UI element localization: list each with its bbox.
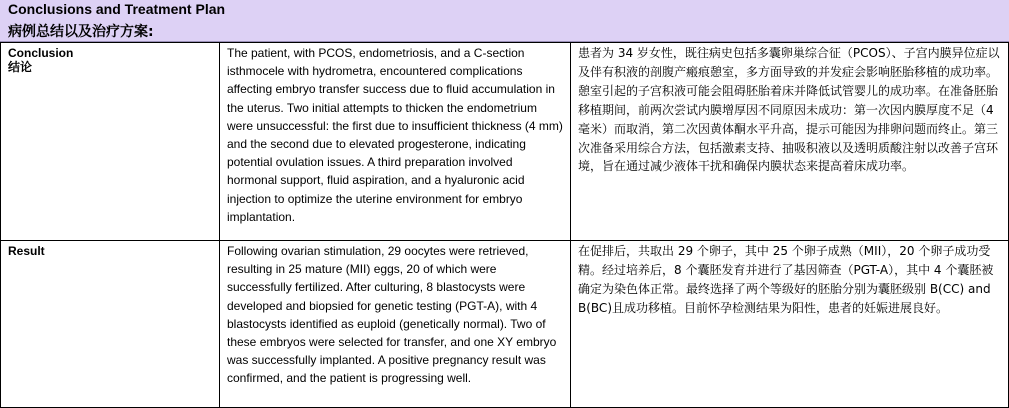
section-title-en: Conclusions and Treatment Plan	[8, 1, 226, 17]
conclusion-text-zh: 患者为 34 岁女性，既往病史包括多囊卵巢综合征（PCOS）、子宫内膜异位症以及伴有积液的剖腹产瘢痕憩室，多方面导致的并发症会影响胚胎移植的成功率。憩室引起的子宫积液可能会阻碍胚胎着床并降低试管婴儿的成功率。在准备胚胎移植期间，前两次尝试内膜增厚因不同原因未成功：第一次因内膜厚度不足（4 毫米）而取消，第二次因黄体酮水平升高，提示可能因为排卵问题而终止。第三次准备采用综合方法，包括激素支持、抽吸积液以及透明质酸注射以改善子宫环境，旨在通过减少液体干扰和确保内膜状态来提高着床成功率。	[578, 46, 1000, 174]
table-row-result	[1, 241, 1009, 408]
chinese-text-cell	[571, 241, 1009, 408]
result-text-zh: 在促排后，共取出 29 个卵子，其中 25 个卵子成熟（MII），20 个卵子成功受精。经过培养后，8 个囊胚发育并进行了基因筛查（PGT-A），其中 4 个囊胚被确定为染色体正常。最终选择了两个等级好的胚胎分别为囊胚级别 B(CC) and B(BC)且成功移植。目前怀孕检测结果为阳性，患者的妊娠进展良好。	[578, 244, 994, 315]
row-label-cell	[1, 241, 220, 408]
row-label-zh: 结论	[8, 60, 33, 74]
conclusion-text-en: The patient, with PCOS, endometriosis, and a C-section isthmocele with hydrometra, encountered complications affecting embryo transfer success due to fluid accumulation in the uterus. Two initial attempts to thicken the endometrium were unsuccessful: the first due to insufficient thickness (4 mm) and the second due to elevated progesterone, indicating potential ovulation issues. A third preparation involved hormonal support, fluid aspiration, and a hyaluronic acid injection to optimize the uterine environment for embryo implantation.	[227, 46, 563, 224]
row-label-en: Result	[8, 244, 45, 258]
section-title-zh: 病例总结以及治疗方案:	[8, 24, 154, 40]
english-text-cell	[220, 241, 571, 408]
result-text-en: Following ovarian stimulation, 29 oocytes were retrieved, resulting in 25 mature (MII) eggs, 20 of which were successfully fertilized. After culturing, 8 blastocysts were developed and biopsied for genetic testing (PGT-A), with 4 blastocysts identified as euploid (genetically normal). Two of these embryos were selected for transfer, and one XY embryo was successfully implanted. A positive pregnancy result was confirmed, and the patient is progressing well.	[227, 244, 557, 386]
chinese-text-cell	[571, 43, 1009, 241]
row-label-en: Conclusion	[8, 46, 74, 60]
treatment-table	[0, 42, 1009, 408]
english-text-cell	[220, 43, 571, 241]
row-label-cell	[1, 43, 220, 241]
table-row-conclusion	[1, 43, 1009, 241]
section-header	[0, 0, 1009, 42]
